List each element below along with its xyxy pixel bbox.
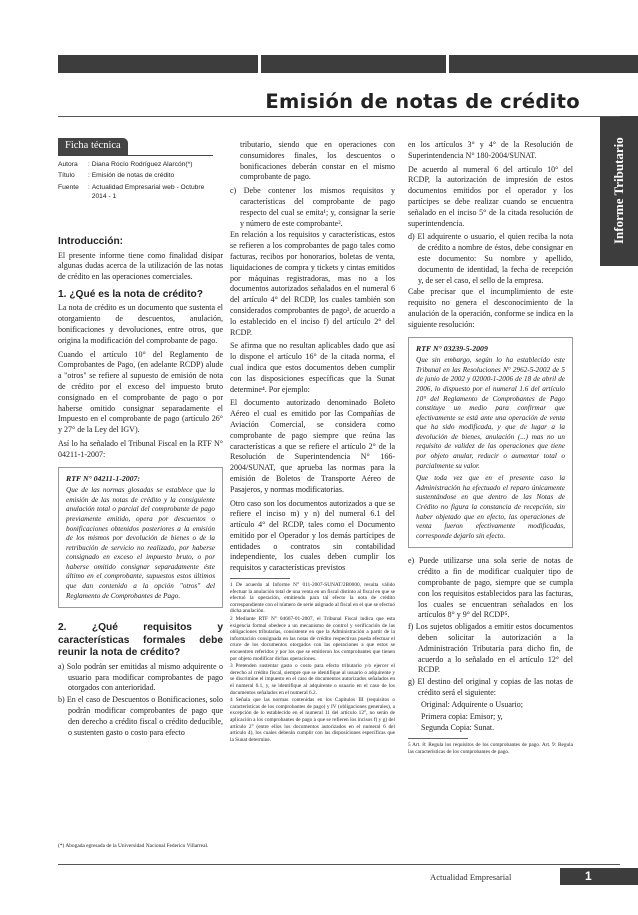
ficha-tab (58, 138, 128, 155)
meta-row-fuente: Fuente : Actualidad Empresarial web - Octubre 2014 - 1 (58, 183, 218, 202)
column-3 (408, 140, 573, 756)
list-item-g: g) El destino del original y copias de las notas de crédito será el siguiente: (408, 677, 574, 697)
page-title: Emisión de notas de crédito (265, 90, 580, 113)
footnote: 4 Señala que las normas contenidas en los Capítulos III (requisitos o características de los comprobantes de pago) y IV (obligaciones generales), a excepción de lo establecido en el numeral 11 del artículo 12°, no serán de aplicación a los comprobantes de pago a que se refieren los incisos f) y g) del artículo 2° (entre ellos los documentos autorizados en el numeral 6 del artículo 4), los cuales deberán cumplir con las disposiciones específicas que la Sunat determine. (230, 697, 395, 743)
paragraph: De acuerdo al numeral 6 del artículo 10° del RCDP, la autorización de impresión de estos documentos emitidos por el operador y los partícipes se debe realizar cuando se encuentra señalado en el inciso 5° de la citada resolución de superintendencia. (408, 164, 573, 228)
meta-row-autora: Autora : Diana Rocío Rodríguez Alarcón(*) (58, 160, 218, 169)
heading-requisitos: 2. ¿Qué requisitos y características formales debe reunir la nota de crédito? (58, 622, 223, 659)
paragraph: La nota de crédito es un documento que sustenta el otorgamiento de descuentos, anulación, bonificaciones y devoluciones, entre otros, que origina la modificación del comprobante de pago. (58, 303, 223, 345)
footnote: 2 Mediante RTF N° 04667-01-2007, el Tribunal Fiscal indica que esta exigencia formal obedece a un mecanismo de control y verificación de las obligaciones tributarias, consistente en que la Administración a partir de la información consignada en las notas de crédito respectivas pueda efectuar el cruce de los documentos otorgados con las operaciones a que estos se encuentren referidos y por los que se emitieron los comprobantes que tienen por objeto modificar dichas operaciones. (230, 616, 395, 662)
list-item-e: e) Puede utilizarse una sola serie de notas de crédito a fin de modificar cualquier tipo de comprobante de pago, siempre que se cumpla con los requisitos establecidos para las facturas, los cuales se encuentran señalados en los artículos 8° y 9° del RCDP⁵. (408, 556, 573, 620)
title-rule (58, 116, 620, 117)
quote-box-title: RTF N° 04211-1-2007: (66, 473, 141, 483)
paragraph: Cabe precisar que el incumplimiento de este requisito no genera el desconocimiento de la anulación de la operación, conforme se indica en la siguiente resolución: (408, 287, 573, 329)
footnote-rule (408, 738, 468, 739)
meta-value: Diana Rocío Rodríguez Alarcón(*) (91, 161, 193, 168)
list-item-c: c) Debe contener los mismos requisitos y características del comprobante de pago respecto del cual se emita¹; y, consignar la serie y número de este comprobante². (230, 186, 396, 228)
paragraph: tributario, siendo que en operaciones con consumidores finales, los descuentos o bonificaciones deberán constar en el mismo comprobante de pago. (240, 140, 395, 182)
quote-box-rtf-03239 (408, 337, 573, 549)
destino-item: Original: Adquirente o Usuario; (421, 699, 523, 709)
footnote-rule (230, 578, 290, 579)
list-item-b: b) En el caso de Descuentos o Bonificaciones, solo podrán modificar comprobantes de pago que den derecho a crédito fiscal o crédito deducible, o sustenten gasto o costo para efecto (58, 695, 224, 737)
paragraph: Cuando el artículo 10° del Reglamento de Comprobantes de Pago, (en adelante RCDP) alude a "otros" se refiere al supuesto de emisión de nota de crédito por el exceso del impuesto bruto consignado en el comprobante de pago o por haberse omitido consignar separadamente el Impuesto en el comprobante de pago (artículo 26° y 27° de la Ley del IGV). (58, 349, 223, 435)
list-item-a: a) Solo podrán ser emitidas al mismo adquirente o usuario para modificar comprobantes de pago otorgados con anterioridad. (58, 661, 224, 693)
destino-item: Segunda Copia: Sunat. (421, 723, 495, 733)
column-2 (230, 140, 395, 744)
page-number-box (560, 868, 638, 885)
paragraph: Otro caso son los documentos autorizados a que se refiere el inciso m) y n) del numeral 6.1 del artículo 4° del RCDP, tales como el Documento emitido por el Operador y los demás partícipes de entidades o contratos sin contabilidad independiente, los cuales deben cumplir los requisitos y características previstos (230, 498, 395, 573)
column-1 (58, 236, 223, 739)
paragraph: El documento autorizado denominado Boleto Aéreo el cual es emitido por las Compañías de Aviación Comercial, se considera como comprobante de pago siempre que reúna las características a que se refiere el artículo 2° de la Resolución de Superintendencia N° 166-2004/SUNAT, que aprueba las normas para la emisión de Boletos de Transporte Aéreo de Pasajeros, y normas modificatorias. (230, 398, 395, 494)
meta-label: Título (58, 172, 75, 180)
quote-box-text: Que sin embargo, según lo ha establecido este Tribunal en las Resoluciones N° 2962-5-2002 de 5 de junio de 2002 y 02000-1-2006 de 18 de abril de 2006, lo dispuesto por el numeral 1.6 del artículo 10° del Reglamento de Comprobantes de Pago constituye un medio para confirmar que efectivamente se está ante una operación de venta que ha sido modificada, y que de lugar a la devolución de bienes, anulación (...) mas no un requisito de validez de las operaciones que tiene por objeto anular, reducir o aumentar total o parcialmente su valor. (416, 356, 565, 470)
paragraph: En relación a los requisitos y características, estos se refieren a los comprobantes de pago tales como facturas, recibos por honorarios, boletas de venta, liquidaciones de compra y tickets y cintas emitidos por máquinas registradoras, mas no a los documentos autorizados señalados en el numeral 6 del artículo 4° del RCDP, los cuales también son considerados comprobantes de pago³, de acuerdo a lo establecido en el inciso f) del artículo 2° del RCDP. (230, 230, 395, 337)
paragraph: El presente informe tiene como finalidad disipar algunas dudas acerca de la utilización de las notas de crédito en las operaciones comerciales. (58, 250, 223, 282)
quote-box-text: Que de las normas glosadas se establece que la emisión de las notas de crédito y la consiguiente anulación total o parcial del comprobante de pago previamente emitido, opera por descuentos o bonificaciones obtenidos posteriores a la emisión de los mismos por devolución de bienes o de la retribución de servicio no realizado, por haberse consignado en exceso el impuesto bruto, o por haberse omitido consignar separadamente éste último en el comprobante, supuestos estos últimos que dan contenido a la opción "otros" del Reglamento de Comprobantes de Pago. (66, 486, 215, 600)
section-label: Informe Tributario (611, 137, 626, 245)
meta-value: Emisión de notas de crédito (91, 172, 175, 180)
quote-box-text: Que toda vez que en el presente caso la Administración ha efectuado el reparo únicamente sustentándose en que dentro de las Notas de Crédito no figura la constancia de recepción, sin haber objetado que en efecto, las operaciones de venta fueron efectivamente modificadas, corresponde dejarlo sin efecto. (416, 474, 565, 540)
heading-intro: Introducción: (58, 236, 124, 247)
meta-value: Actualidad Empresarial web - Octubre 2014 - 1 (91, 183, 205, 200)
quote-box-title: RTF N° 03239-5-2009 (416, 343, 488, 353)
paragraph: Se afirma que no resultan aplicables dado que así lo dispone el artículo 16° de la citada norma, el cual indica que estos documentos deben cumplir con las disposiciones específicas que la Sunat determine⁴. Por ejemplo: (230, 341, 395, 394)
meta-row-titulo: Título : Emisión de notas de crédito (58, 171, 218, 180)
footnote: 1 De acuerdo al Informe N° 011-2007-SUNAT/2B0000, resulta válido efectuar la anulación total de una venta en un fiscal distinto al fiscal en que se efectuó la operación, emitiendo para tal efecto la nota de crédito correspondiente con el número de serie asignado al fiscal en el que se efectuó dicha anulación. (230, 582, 395, 615)
page-number: 1 (585, 869, 592, 883)
meta-label: Autora (58, 161, 78, 168)
footnote: 5 Art. 8: Regula los requisitos de los comprobantes de pago. Art. 9: Regula las características de los comprobantes de pago. (408, 742, 573, 755)
paragraph: en los artículos 3° y 4° de la Resolución de Superintendencia N° 180-2004/SUNAT. (408, 140, 573, 160)
destino-item: Primera copia: Emisor; y, (421, 711, 503, 721)
header-bar (58, 55, 638, 73)
paragraph: Así lo ha señalado el Tribunal Fiscal en la RTF N° 04211-1-2007: (58, 438, 223, 459)
ficha-tecnica (58, 160, 218, 203)
footnote: 3 Pretenden sustentar gasto o costo para efecto tributario y/o ejercer el derecho al crédito fiscal, siempre que se identifique al usuario o adquirente y se discrimine el impuesto en el caso de documentos autorizados señalados en el numeral 6.1, y, se identifique al adquirente o usuario en el caso de los documentos señalados en el numeral 6.2. (230, 663, 395, 696)
author-note: (*) Abogada egresada de la Universidad Nacional Federico Villarreal. (58, 843, 209, 849)
heading-que-es: 1. ¿Qué es la nota de crédito? (58, 288, 203, 300)
publication-name: Actualidad Empresarial (430, 872, 512, 882)
quote-box-rtf-04211 (58, 467, 223, 609)
footer-rule (58, 864, 620, 865)
meta-label: Fuente (58, 183, 79, 191)
ficha-label: Ficha técnica (65, 140, 121, 151)
ficha-divider (58, 155, 213, 156)
list-item-d: d) El adquirente o usuario, el quien reciba la nota de crédito a nombre de éstos, debe consignar en este documento: Su nombre y apellido, documento de identidad, la fecha de recepción y, de ser el caso, el sello de la empresa. (408, 232, 573, 285)
list-item-f: f) Los sujetos obligados a emitir estos documentos deben solicitar la autorización a la Administración Tributaria para dicho fin, de acuerdo a lo señalado en el artículo 12° del RCDP. (408, 622, 573, 675)
